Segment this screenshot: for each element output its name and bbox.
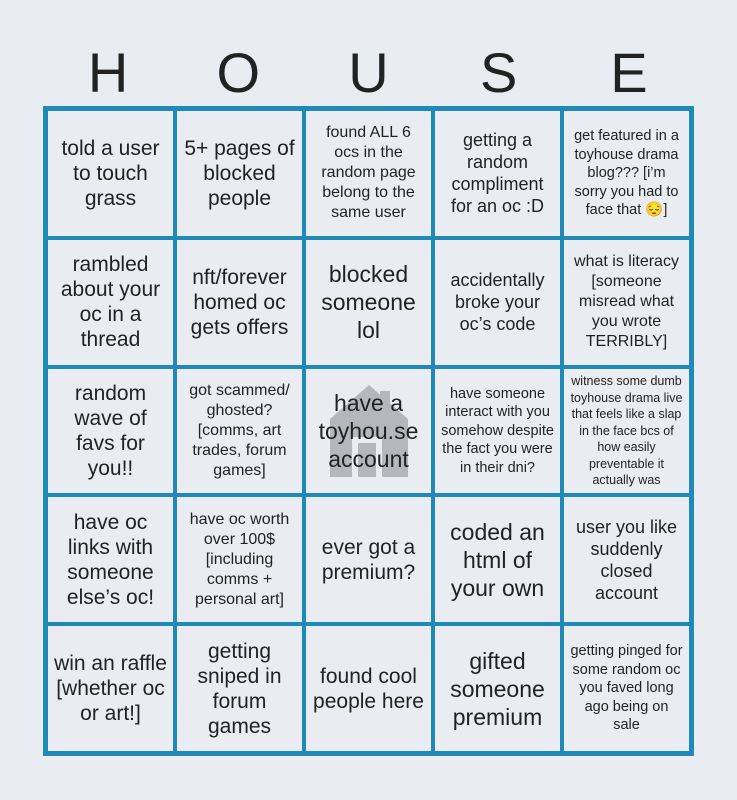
- bingo-cell[interactable]: [433, 367, 562, 496]
- title-letter-e: E: [610, 41, 648, 104]
- title-letter-o: O: [216, 41, 261, 104]
- bingo-cell-text: nft/forever homed oc gets offers: [190, 265, 289, 339]
- bingo-cell[interactable]: [433, 109, 562, 238]
- bingo-cell-text: blocked someone lol: [321, 261, 416, 344]
- bingo-cell-text: have oc links with someone else’s oc!: [66, 510, 155, 609]
- bingo-cell-text: getting pinged for some random oc you faved long ago being on sale: [570, 643, 683, 734]
- bingo-cell[interactable]: [562, 109, 691, 238]
- bingo-cell-text: random wave of favs for you!!: [74, 381, 147, 480]
- bingo-cell[interactable]: [304, 109, 433, 238]
- bingo-cell[interactable]: [562, 624, 691, 753]
- bingo-cell[interactable]: [175, 624, 304, 753]
- bingo-cell[interactable]: [46, 624, 175, 753]
- bingo-cell-text: getting a random compliment for an oc :D: [450, 130, 545, 217]
- bingo-cell-text: witness some dumb toyhouse drama live that feels like a slap in the face bcs of how easily preventable it actually was: [570, 374, 683, 488]
- bingo-cell-text: 5+ pages of blocked people: [184, 136, 295, 210]
- bingo-cell[interactable]: [433, 495, 562, 624]
- bingo-cell-text: getting sniped in forum games: [197, 639, 282, 738]
- bingo-cell-text: ever got a premium?: [321, 535, 416, 584]
- bingo-cell-text: found cool people here: [313, 664, 424, 713]
- bingo-cell-text: what is literacy [someone misread what you wrote TERRIBLY]: [574, 253, 679, 351]
- bingo-cell-text: coded an html of your own: [450, 518, 545, 601]
- bingo-board: [43, 106, 694, 756]
- bingo-cell[interactable]: [46, 109, 175, 238]
- bingo-cell[interactable]: [175, 495, 304, 624]
- bingo-cell[interactable]: [304, 238, 433, 367]
- bingo-cell-free-space[interactable]: [304, 367, 433, 496]
- bingo-cell[interactable]: [304, 624, 433, 753]
- title-letter-u: U: [348, 41, 389, 104]
- bingo-title: [43, 40, 694, 106]
- bingo-cell[interactable]: [175, 367, 304, 496]
- bingo-cell[interactable]: [46, 367, 175, 496]
- bingo-cell-text: rambled about your oc in a thread: [60, 253, 161, 352]
- bingo-cell[interactable]: [304, 495, 433, 624]
- bingo-cell-text: have someone interact with you somehow despite the fact you were in their dni?: [441, 385, 554, 476]
- title-letter-h: H: [87, 41, 129, 104]
- bingo-cell-text: user you like suddenly closed account: [575, 516, 678, 603]
- bingo-cell-text: get featured in a toyhouse drama blog??? [i’m sorry you had to face that 😔]: [574, 128, 679, 219]
- bingo-cell[interactable]: [175, 109, 304, 238]
- bingo-cell[interactable]: [433, 238, 562, 367]
- bingo-cell[interactable]: [175, 238, 304, 367]
- bingo-cell[interactable]: [46, 495, 175, 624]
- bingo-cell-text: found ALL 6 ocs in the random page belong to the same user: [321, 124, 416, 222]
- bingo-cell[interactable]: [562, 495, 691, 624]
- bingo-cell-text: accidentally broke your oc’s code: [450, 270, 545, 335]
- bingo-cell[interactable]: [46, 238, 175, 367]
- bingo-cell[interactable]: [562, 367, 691, 496]
- bingo-cell[interactable]: [433, 624, 562, 753]
- bingo-cell-text: have a toyhou.se account: [318, 389, 419, 472]
- bingo-cell-text: got scammed/ ghosted? [comms, art trades, forum games]: [189, 381, 290, 479]
- bingo-cell-text: told a user to touch grass: [61, 136, 160, 210]
- bingo-cell-text: gifted someone premium: [450, 647, 545, 730]
- bingo-cell[interactable]: [562, 238, 691, 367]
- title-letter-s: S: [480, 41, 518, 104]
- bingo-cell-text: have oc worth over 100$ [including comms + personal art]: [189, 510, 290, 608]
- bingo-cell-text: win an raffle [whether oc or art!]: [54, 652, 167, 726]
